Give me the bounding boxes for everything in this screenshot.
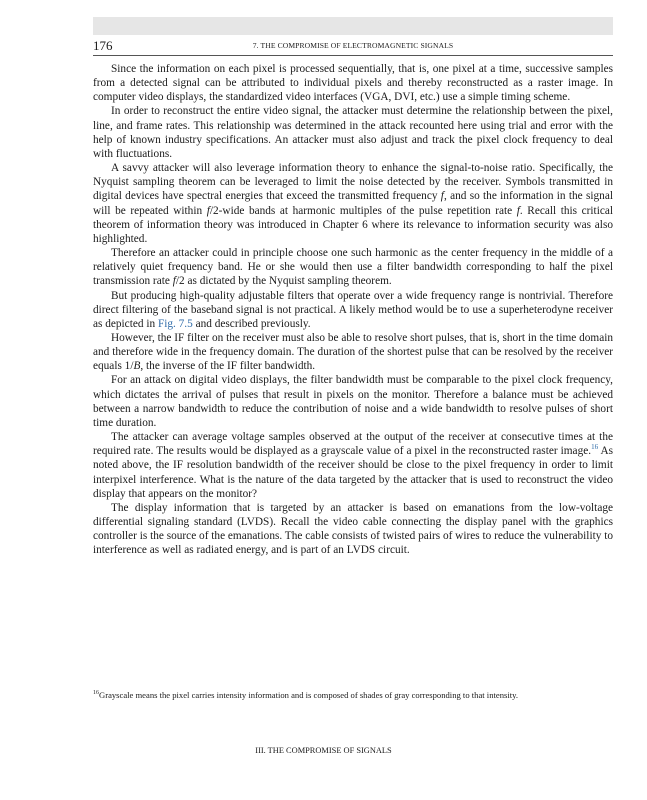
main-text bbox=[93, 62, 613, 557]
paragraph bbox=[93, 373, 613, 430]
paragraph-text: As noted above, the IF resolution bandwidth of the receiver should be close to the pixel frequency in order to limit interpixel interference. What is the nature of the data targeted by the attacker that is used to reconstruct the video display that appears on the monitor? bbox=[93, 445, 613, 500]
paragraph-text: For an attack on digital video displays, the filter bandwidth must be comparable to the pixel clock frequency, which dictates the arrival of pulses that result in pixels on the monitor. Therefore a balance must be achieved between a narrow bandwidth to reduce the contribution of noise and a wide bandwidth to resolve pulses of short time duration. bbox=[93, 374, 613, 429]
paragraph bbox=[93, 430, 613, 501]
math-variable: B bbox=[133, 360, 141, 373]
math-variable: f bbox=[172, 275, 176, 288]
paragraph-text: , and so the information in the signal will be repeated within bbox=[93, 190, 613, 217]
paragraph-text: . Recall this critical theorem of information theory was introduced in Chapter 6 where its relevance to information security was also highlighted. bbox=[93, 204, 613, 245]
paragraph bbox=[93, 501, 613, 558]
paragraph-text: , the inverse of the IF filter bandwidth. bbox=[140, 360, 316, 373]
paragraph-text: However, the IF filter on the receiver must also be able to resolve short pulses, that is, short in the time domain and therefore wide in the frequency domain. The duration of the shortest pulse that can be resolved by the receiver equals 1/ bbox=[93, 331, 613, 373]
math-variable: f bbox=[516, 204, 520, 217]
figure-link[interactable]: Fig. 7.5 bbox=[157, 317, 193, 330]
page-footer: III. THE COMPROMISE OF SIGNALS bbox=[255, 746, 392, 755]
running-title: 7. THE COMPROMISE OF ELECTROMAGNETIC SIGNALS bbox=[252, 41, 454, 50]
paragraph-text: /2 as dictated by the Nyquist sampling theorem. bbox=[175, 275, 392, 288]
paragraph-text: The display information that is targeted by an attacker is based on emanations from the low-voltage differential signaling standard (LVDS). Recall the video cable connecting the display panel with the graphics controller is the source of the emanations. The cable consists of twisted pairs of wires to reduce the vulnerability to interference as well as radiated energy, and is part of an LVDS circuit. bbox=[93, 501, 613, 557]
math-variable: f bbox=[440, 190, 444, 203]
page-header bbox=[93, 38, 613, 56]
paragraph-text: Therefore an attacker could in principle choose one such harmonic as the center frequency in the middle of a relatively quiet frequency band. He or she would then use a filter bandwidth corresponding to half the pixel transmission rate bbox=[93, 247, 613, 288]
paragraph bbox=[93, 62, 613, 104]
paragraph-text: The attacker can average voltage samples observed at the output of the receiver at consecutive times at the required rate. The results would be displayed as a grayscale value of a pixel in the reconstructed raster image. bbox=[93, 431, 613, 458]
paragraph-text: In order to reconstruct the entire video signal, the attacker must determine the relationship between the pixel, line, and frame rates. This relationship was determined in the attack recounted here using trial and error with the help of known industry specifications. An attacker must also adjust and track the pixel clock frequency to deal with fluctuations. bbox=[93, 105, 613, 160]
header-band bbox=[93, 17, 613, 35]
paragraph bbox=[93, 161, 613, 246]
paragraph bbox=[93, 104, 613, 161]
math-variable: f bbox=[206, 204, 210, 217]
page-number: 176 bbox=[93, 38, 113, 53]
paragraph bbox=[93, 331, 613, 373]
paragraph-text: But producing high-quality adjustable filters that operate over a wide frequency range is nontrivial. Therefore direct filtering of the baseband signal is not practical. A likely method would be to use a superheterodyne receiver as depicted in bbox=[93, 289, 613, 330]
paragraph-text: /2-wide bands at harmonic multiples of the pulse repetition rate bbox=[209, 204, 517, 217]
paragraph-text: A savvy attacker will also leverage information theory to enhance the signal-to-noise ratio. Specifically, the Nyquist sampling theorem can be leveraged to limit the noise detected by the receiver. Symbols transmitted in digital devices have spectral energies that exceed the transmitted frequency bbox=[93, 162, 613, 203]
footnote-marker[interactable]: 16 bbox=[591, 443, 599, 452]
paragraph bbox=[93, 289, 613, 331]
paragraph-text: Since the information on each pixel is processed sequentially, that is, one pixel at a time, successive samples from a detected signal can be attributed to individual pixels and thereby reconstructed as a raster image. In computer video displays, the standardized video interfaces (VGA, DVI, etc.) use a simple timing scheme. bbox=[93, 63, 613, 104]
footnote-text: Grayscale means the pixel carries intensity information and is composed of shades of gray corresponding to that intensity. bbox=[99, 690, 518, 700]
footnote bbox=[93, 690, 613, 702]
paragraph-text: and described previously. bbox=[192, 317, 311, 330]
footnote-number: 16 bbox=[93, 690, 99, 697]
paragraph bbox=[93, 246, 613, 288]
